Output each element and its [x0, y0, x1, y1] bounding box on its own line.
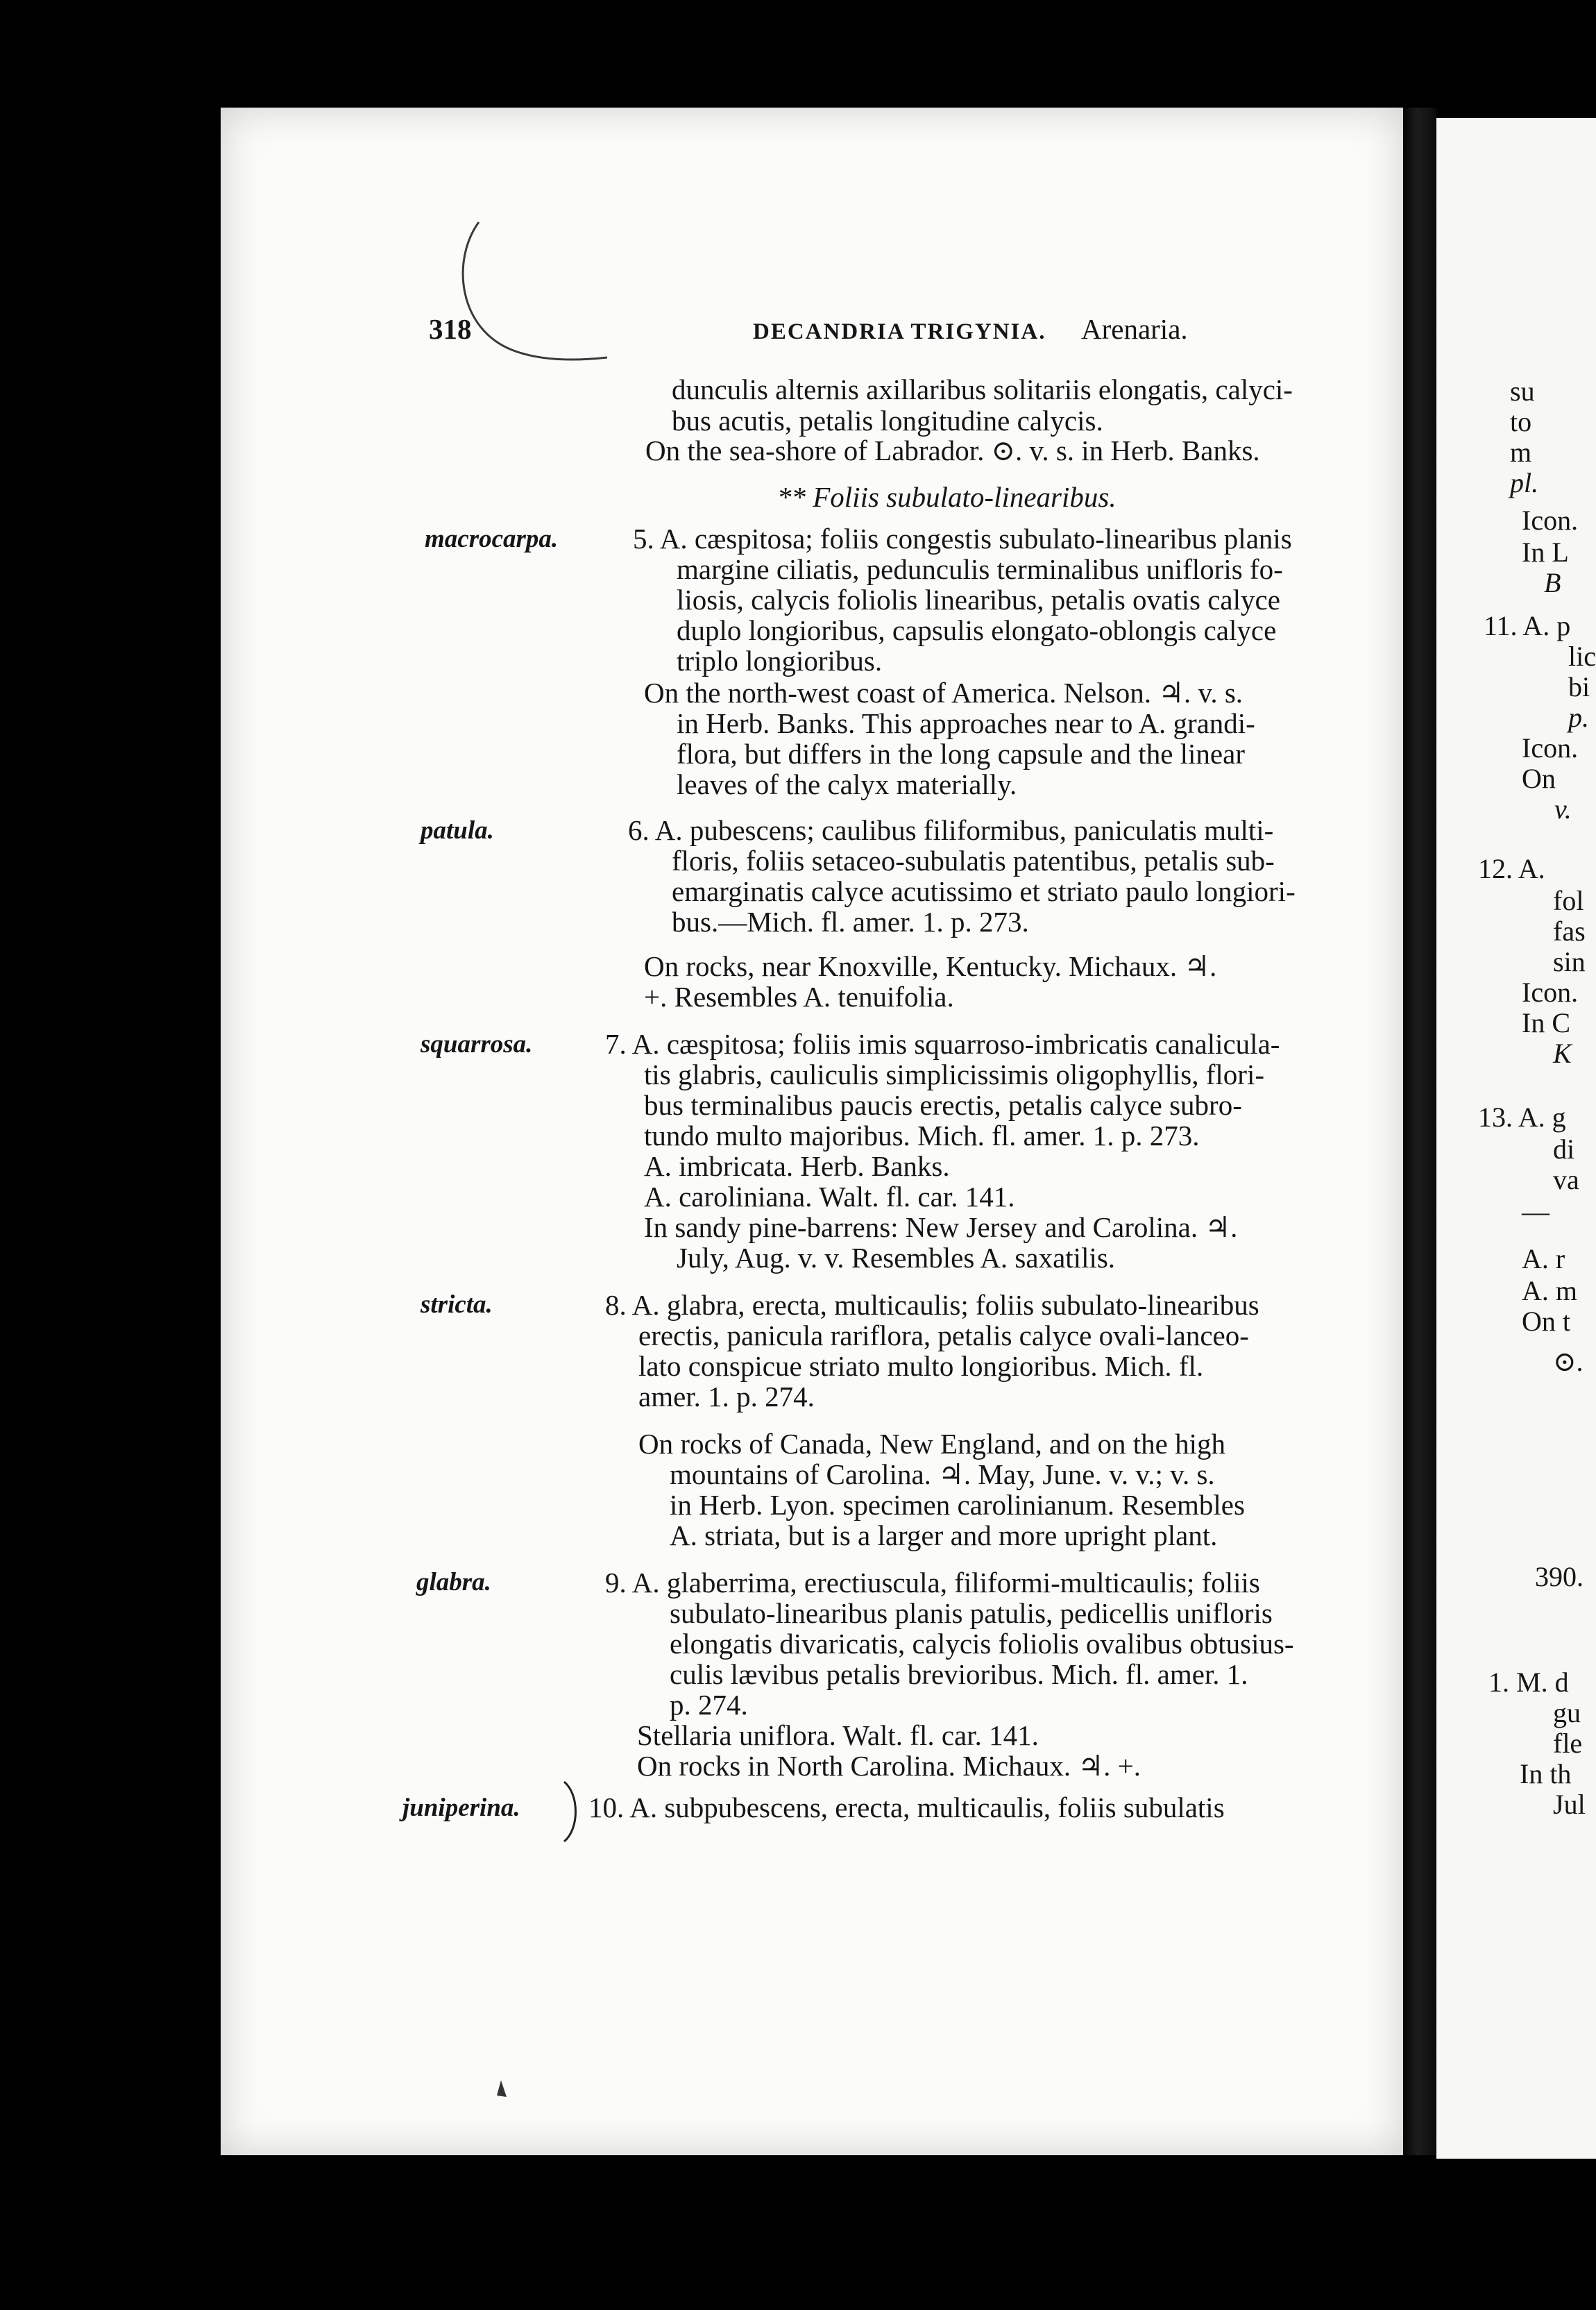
facing-fragment: fas	[1553, 916, 1586, 947]
text-line: A. striata, but is a larger and more upright plant.	[670, 1519, 1218, 1551]
text-line: leaves of the calyx materially.	[677, 768, 1017, 800]
facing-fragment: pl.	[1510, 467, 1539, 498]
ink-mark	[493, 2079, 509, 2100]
section-heading: ** Foliis subulato-linearibus.	[777, 481, 1117, 513]
facing-fragment: B	[1544, 567, 1561, 598]
text-line: A. caroliniana. Walt. fl. car. 141.	[644, 1181, 1015, 1213]
margin-name: patula.	[421, 816, 494, 845]
facing-fragment: Icon.	[1522, 977, 1579, 1008]
page-number: 318	[429, 313, 472, 345]
facing-fragment: A. m	[1522, 1275, 1577, 1306]
facing-fragment: gu	[1553, 1697, 1581, 1728]
facing-fragment: In th	[1520, 1758, 1572, 1789]
text-line: A. imbricata. Herb. Banks.	[644, 1150, 950, 1182]
facing-fragment: 11. A. p	[1484, 610, 1571, 641]
text-line: On rocks of Canada, New England, and on the high	[638, 1428, 1225, 1460]
book-gutter	[1403, 108, 1436, 2155]
facing-fragment: p.	[1568, 702, 1589, 733]
text-line: elongatis divaricatis, calycis foliolis ovalibus obtusius-	[670, 1628, 1294, 1660]
facing-fragment: fle	[1553, 1728, 1583, 1759]
text-line: duplo longioribus, capsulis elongato-oblongis calyce	[677, 614, 1277, 646]
facing-fragment: 12. A.	[1478, 853, 1545, 884]
facing-fragment: Jul	[1553, 1789, 1586, 1820]
text-line: 10. A. subpubescens, erecta, multicaulis, foliis subulatis	[588, 1791, 1225, 1823]
facing-fragment: bi	[1568, 671, 1590, 702]
facing-fragment: Icon.	[1522, 505, 1579, 536]
text-line: flora, but differs in the long capsule and the linear	[677, 738, 1245, 770]
text-line: emarginatis calyce acutissimo et striato paulo longiori-	[672, 875, 1296, 907]
facing-fragment: va	[1553, 1164, 1579, 1195]
facing-fragment: —	[1522, 1196, 1550, 1227]
text-line: tis glabris, cauliculis simplicissimis oligophyllis, flori-	[644, 1059, 1264, 1090]
text-line: triplo longioribus.	[677, 645, 883, 677]
facing-fragment: A. r	[1522, 1243, 1565, 1274]
text-line: dunculis alternis axillaribus solitariis elongatis, calyci-	[672, 373, 1293, 405]
text-line: +. Resembles A. tenuifolia.	[644, 981, 954, 1013]
text-line: subulato-linearibus planis patulis, pedicellis unifloris	[670, 1597, 1273, 1629]
text-line: On the north-west coast of America. Nelson. ♃. v. s.	[644, 677, 1243, 709]
text-line: mountains of Carolina. ♃. May, June. v. v.; v. s.	[670, 1458, 1215, 1490]
margin-name: squarrosa.	[421, 1030, 533, 1059]
facing-fragment: lic	[1568, 641, 1596, 672]
text-line: bus.—Mich. fl. amer. 1. p. 273.	[672, 906, 1029, 938]
facing-fragment: v.	[1554, 793, 1572, 825]
text-line: margine ciliatis, pedunculis terminalibus unifloris fo-	[677, 553, 1283, 585]
text-line: lato conspicue striato multo longioribus. Mich. fl.	[638, 1350, 1204, 1382]
text-line: On the sea-shore of Labrador. ⊙. v. s. in Herb. Banks.	[645, 435, 1260, 466]
text-line: in Herb. Lyon. specimen carolinianum. Resembles	[670, 1489, 1245, 1521]
margin-name: glabra.	[416, 1568, 491, 1596]
text-line: amer. 1. p. 274.	[638, 1381, 815, 1413]
running-head: DECANDRIA TRIGYNIA.	[753, 319, 1046, 344]
text-line: On rocks, near Knoxville, Kentucky. Michaux. ♃.	[644, 950, 1217, 982]
facing-fragment: On	[1522, 763, 1556, 794]
text-line: floris, foliis setaceo-subulatis patentibus, petalis sub-	[672, 845, 1275, 877]
text-line: 9. A. glaberrima, erectiuscula, filiformi-multicaulis; foliis	[605, 1567, 1260, 1599]
facing-fragment: fol	[1553, 885, 1584, 916]
facing-fragment: su	[1510, 376, 1535, 407]
text-line: 8. A. glabra, erecta, multicaulis; foliis subulato-linearibus	[605, 1289, 1259, 1321]
text-line: tundo multo majoribus. Mich. fl. amer. 1. p. 273.	[644, 1120, 1200, 1152]
bracket-mark	[559, 1780, 586, 1843]
facing-fragment: K	[1553, 1038, 1572, 1069]
facing-fragment: 390.	[1535, 1561, 1584, 1592]
facing-fragment: In L	[1522, 537, 1569, 568]
facing-fragment: 13. A. g	[1478, 1102, 1566, 1133]
facing-fragment: di	[1553, 1133, 1575, 1165]
facing-fragment: On t	[1522, 1306, 1570, 1337]
text-line: 5. A. cæspitosa; foliis congestis subulato-linearibus planis	[633, 523, 1292, 555]
facing-fragment: In C	[1522, 1007, 1570, 1038]
text-line: erectis, panicula rariflora, petalis calyce ovali-lanceo-	[638, 1320, 1249, 1351]
margin-name: stricta.	[421, 1290, 493, 1319]
running-head-genus: Arenaria.	[1081, 313, 1188, 345]
pencil-mark	[451, 219, 611, 364]
text-line: in Herb. Banks. This approaches near to A. grandi-	[677, 707, 1255, 739]
text-line: bus terminalibus paucis erectis, petalis calyce subro-	[644, 1089, 1242, 1121]
text-line: 7. A. cæspitosa; foliis imis squarroso-imbricatis canalicula-	[605, 1028, 1280, 1060]
facing-fragment: ⊙.	[1553, 1346, 1584, 1377]
text-line: culis lævibus petalis brevioribus. Mich. fl. amer. 1.	[670, 1658, 1248, 1690]
margin-name: juniperina.	[402, 1794, 520, 1822]
facing-fragment: sin	[1553, 946, 1586, 977]
text-line: On rocks in North Carolina. Michaux. ♃. +.	[637, 1750, 1141, 1782]
facing-fragment: 1. M. d	[1488, 1667, 1569, 1698]
facing-fragment: m	[1510, 437, 1532, 468]
text-line: liosis, calycis foliolis linearibus, petalis ovatis calyce	[677, 584, 1280, 616]
facing-fragment: to	[1510, 406, 1532, 437]
text-line: July, Aug. v. v. Resembles A. saxatilis.	[677, 1242, 1116, 1274]
margin-name: macrocarpa.	[425, 525, 559, 553]
text-line: Stellaria uniflora. Walt. fl. car. 141.	[637, 1719, 1039, 1751]
text-line: p. 274.	[670, 1689, 748, 1721]
text-line: In sandy pine-barrens: New Jersey and Carolina. ♃.	[644, 1211, 1238, 1243]
text-line: 6. A. pubescens; caulibus filiformibus, paniculatis multi-	[628, 814, 1274, 846]
facing-fragment: Icon.	[1522, 732, 1579, 764]
text-line: bus acutis, petalis longitudine calycis.	[672, 405, 1103, 437]
